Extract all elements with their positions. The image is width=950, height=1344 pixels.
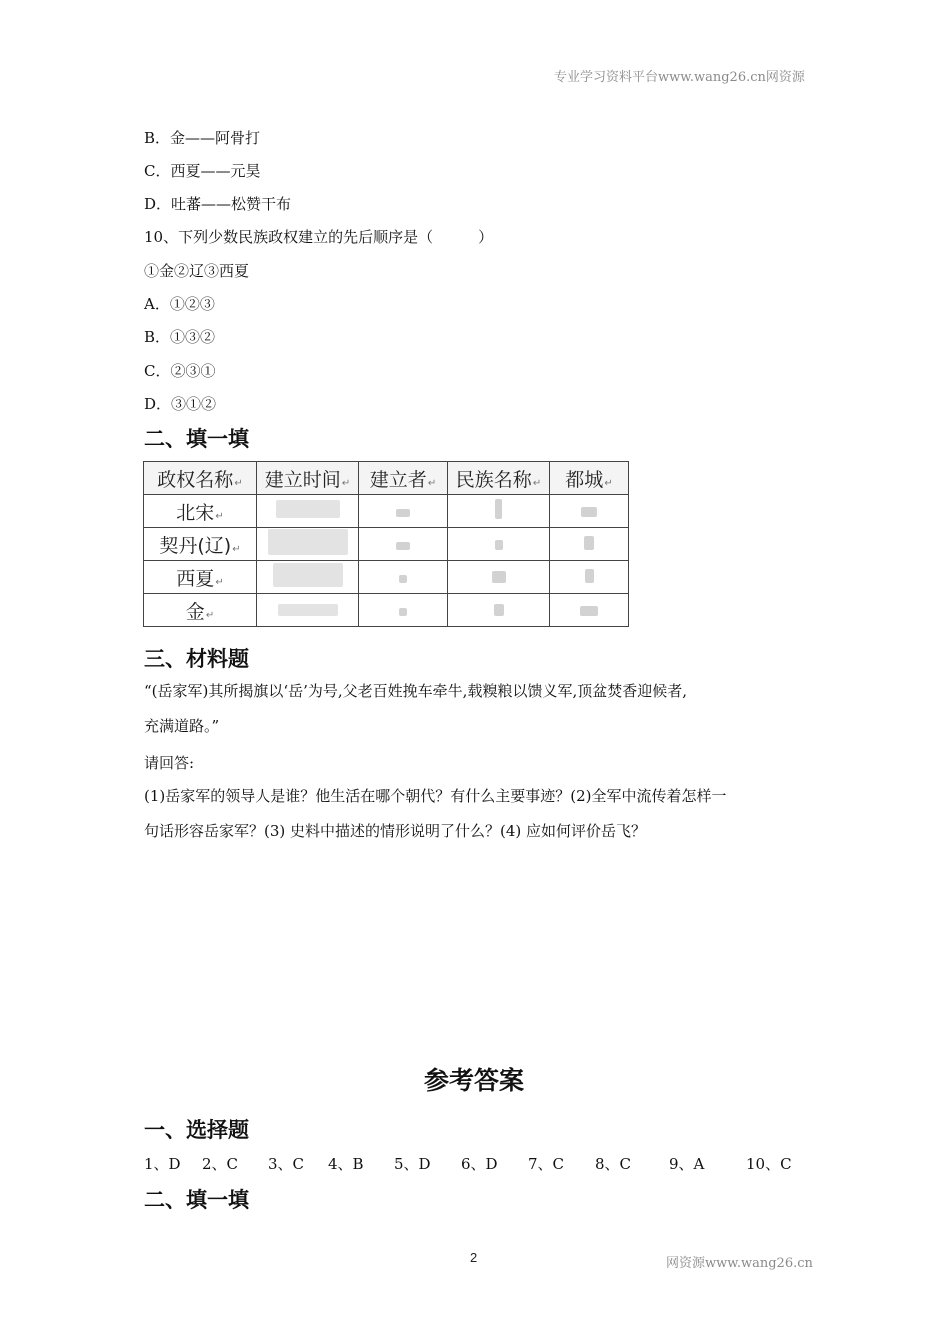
blank-cell xyxy=(359,561,448,594)
question-10-option-b: B．①③② xyxy=(144,328,216,346)
page-footer-watermark: 网资源www.wang26.cn xyxy=(666,1256,813,1271)
answer-item: 2、C xyxy=(202,1155,239,1173)
material-prompt: 请回答: xyxy=(144,754,195,772)
answer-item: 10、C xyxy=(746,1155,792,1173)
header-cell: 政权名称↵ xyxy=(144,462,257,495)
blank-cell xyxy=(257,528,359,561)
table-row xyxy=(144,528,629,561)
answer-title: 参考答案 xyxy=(424,1066,525,1095)
header-cell: 民族名称↵ xyxy=(448,462,550,495)
blank-cell xyxy=(359,594,448,627)
header-cell: 建立时间↵ xyxy=(257,462,359,495)
table-row xyxy=(144,594,629,627)
question-10-items: ①金②辽③西夏 xyxy=(144,262,250,280)
blank-cell xyxy=(257,495,359,528)
blank-cell xyxy=(550,594,629,627)
blank-cell xyxy=(448,561,550,594)
answer-item: 8、C xyxy=(595,1155,632,1173)
material-questions-line-1: (1)岳家军的领导人是谁？他生活在哪个朝代？有什么主要事迹？(2)全军中流传着怎样一 xyxy=(144,787,727,805)
option-d-prev: D．吐蕃——松赞干布 xyxy=(144,195,292,213)
answer-section-2-title: 二、填一填 xyxy=(144,1188,249,1212)
question-10-option-d: D．③①② xyxy=(144,395,217,413)
header-cell: 建立者↵ xyxy=(359,462,448,495)
answer-item: 9、A xyxy=(669,1155,705,1173)
question-10-stem: 10、下列少数民族政权建立的先后顺序是（ ） xyxy=(144,228,494,246)
blank-cell xyxy=(257,561,359,594)
blank-cell xyxy=(448,528,550,561)
blank-cell xyxy=(448,495,550,528)
option-c-prev: C．西夏——元昊 xyxy=(144,162,261,180)
regime-name-cell: 西夏↵ xyxy=(144,561,257,594)
page-header-watermark: 专业学习资料平台www.wang26.cn网资源 xyxy=(554,70,805,85)
answer-item: 4、B xyxy=(328,1155,364,1173)
table-row xyxy=(144,495,629,528)
answer-item: 6、D xyxy=(461,1155,498,1173)
blank-cell xyxy=(550,495,629,528)
regime-table xyxy=(143,461,629,627)
answer-item: 3、C xyxy=(268,1155,305,1173)
material-quote-line-2: 充满道路。” xyxy=(144,717,220,735)
table-row xyxy=(144,561,629,594)
answer-item: 7、C xyxy=(528,1155,565,1173)
section-2-title: 二、填一填 xyxy=(144,427,249,451)
answer-section-1-title: 一、选择题 xyxy=(144,1118,249,1142)
blank-cell xyxy=(359,495,448,528)
regime-name-cell: 北宋↵ xyxy=(144,495,257,528)
page-number: 2 xyxy=(470,1250,478,1265)
regime-name-cell: 金↵ xyxy=(144,594,257,627)
blank-cell xyxy=(550,561,629,594)
material-quote-line-1: “(岳家军)其所揭旗以‘岳’为号,父老百姓挽车牵牛,载糗粮以馈义军,顶盆焚香迎候者, xyxy=(144,682,687,700)
regime-name-cell: 契丹(辽)↵ xyxy=(144,528,257,561)
option-b-prev: B．金——阿骨打 xyxy=(144,129,261,147)
material-questions-line-2: 句话形容岳家军？(3) 史料中描述的情形说明了什么？(4) 应如何评价岳飞？ xyxy=(144,822,647,840)
question-10-option-a: A．①②③ xyxy=(144,295,215,313)
header-cell: 都城↵ xyxy=(550,462,629,495)
question-10-option-c: C．②③① xyxy=(144,362,216,380)
answer-item: 1、D xyxy=(144,1155,181,1173)
section-3-title: 三、材料题 xyxy=(144,647,249,671)
answer-item: 5、D xyxy=(394,1155,431,1173)
blank-cell xyxy=(257,594,359,627)
blank-cell xyxy=(550,528,629,561)
answer-list xyxy=(0,1154,950,1176)
blank-cell xyxy=(448,594,550,627)
blank-cell xyxy=(359,528,448,561)
table-header-row xyxy=(144,462,629,495)
